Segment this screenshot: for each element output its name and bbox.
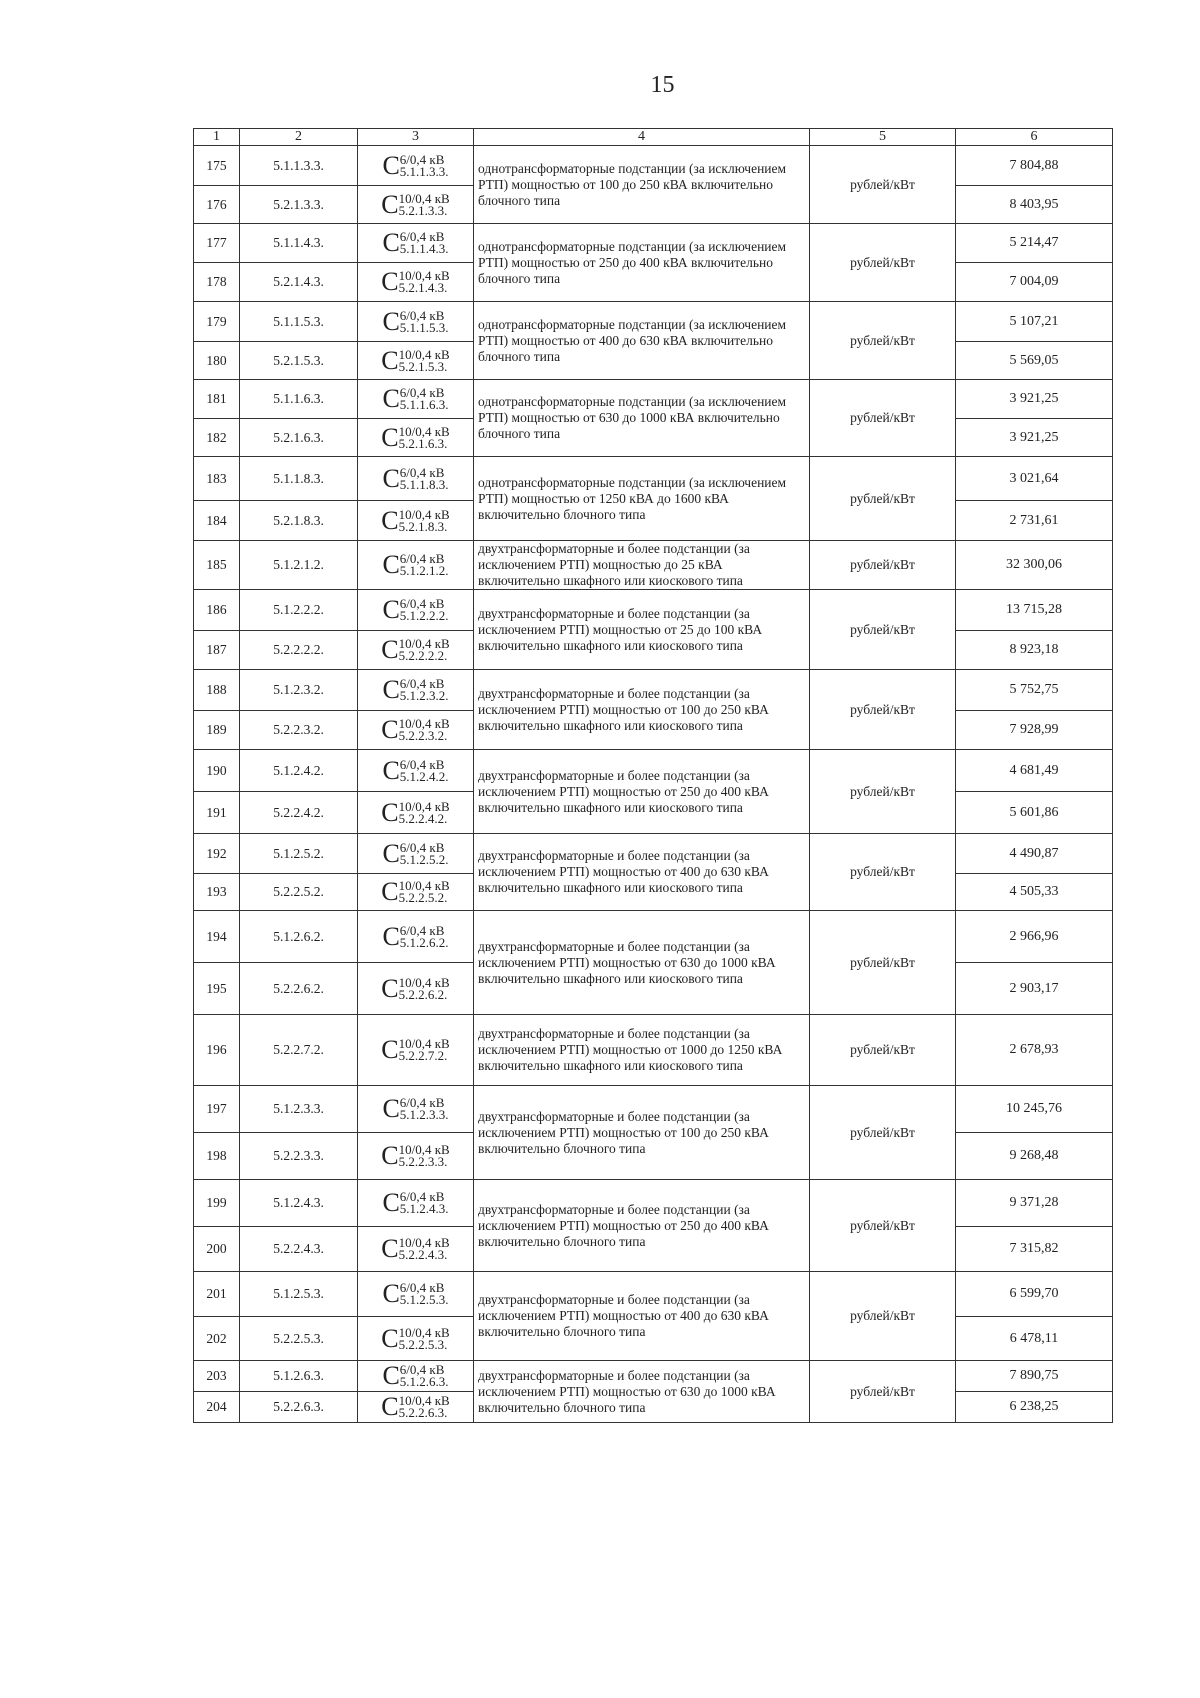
rate-symbol-letter: C bbox=[382, 150, 400, 180]
rate-symbol-formula bbox=[381, 635, 449, 665]
code-subscript: 5.2.1.4.3. bbox=[398, 280, 448, 295]
item-code: 5.1.1.6.3. bbox=[240, 380, 358, 419]
rate-symbol-formula bbox=[382, 839, 448, 869]
rate-symbol-letter: C bbox=[381, 422, 399, 452]
rate-symbol-formula bbox=[381, 423, 449, 453]
page-number: 15 bbox=[650, 72, 675, 98]
item-code: 5.2.2.4.3. bbox=[240, 1227, 358, 1272]
substation-description: однотрансформаторные подстанции (за исключением РТП) мощностью от 1250 кВА до 1600 кВА включительно блочного типа bbox=[474, 457, 810, 541]
code-subscript: 5.1.1.8.3. bbox=[399, 476, 449, 492]
unit: рублей/кВт bbox=[810, 1086, 956, 1180]
table-row bbox=[194, 224, 1113, 263]
header-col-6: 6 bbox=[956, 129, 1113, 146]
table-row bbox=[194, 1361, 1113, 1392]
tariff-table bbox=[193, 128, 1113, 1423]
row-number: 175 bbox=[194, 146, 240, 186]
item-code: 5.1.1.8.3. bbox=[240, 457, 358, 501]
rate-symbol-formula bbox=[382, 922, 448, 952]
code-subscript: 5.1.2.4.3. bbox=[399, 1201, 449, 1216]
voltage-superscript: 10/0,4 кВ bbox=[398, 423, 450, 439]
rate-symbol-letter: C bbox=[381, 1141, 399, 1170]
rate-symbol-letter: C bbox=[381, 1323, 399, 1353]
row-number: 183 bbox=[194, 457, 240, 501]
unit: рублей/кВт bbox=[810, 302, 956, 380]
rate-symbol bbox=[358, 750, 474, 792]
item-code: 5.2.2.7.2. bbox=[240, 1015, 358, 1086]
unit: рублей/кВт bbox=[810, 224, 956, 302]
price: 8 403,95 bbox=[956, 186, 1113, 224]
unit: рублей/кВт bbox=[810, 380, 956, 457]
rate-symbol-letter: C bbox=[382, 675, 400, 704]
voltage-superscript: 6/0,4 кВ bbox=[399, 839, 445, 855]
voltage-superscript: 10/0,4 кВ bbox=[398, 636, 450, 651]
voltage-superscript: 6/0,4 кВ bbox=[399, 464, 445, 480]
row-number: 200 bbox=[194, 1227, 240, 1272]
voltage-superscript: 6/0,4 кВ bbox=[399, 229, 445, 244]
row-number: 190 bbox=[194, 750, 240, 792]
rate-symbol-formula bbox=[382, 307, 448, 337]
rate-symbol bbox=[358, 1227, 474, 1272]
voltage-superscript: 10/0,4 кВ bbox=[398, 1324, 450, 1340]
rate-symbol bbox=[358, 263, 474, 302]
voltage-superscript: 6/0,4 кВ bbox=[399, 676, 445, 691]
voltage-superscript: 10/0,4 кВ bbox=[398, 798, 450, 814]
rate-symbol bbox=[358, 419, 474, 457]
code-subscript: 5.1.2.3.2. bbox=[399, 688, 449, 703]
row-number: 182 bbox=[194, 419, 240, 457]
row-number: 195 bbox=[194, 963, 240, 1015]
rate-symbol-formula bbox=[382, 1361, 448, 1391]
rate-symbol-formula bbox=[382, 151, 448, 181]
row-number: 204 bbox=[194, 1392, 240, 1423]
code-subscript: 5.1.2.1.2. bbox=[399, 563, 449, 578]
rate-symbol-formula bbox=[381, 1324, 449, 1354]
row-number: 185 bbox=[194, 541, 240, 590]
voltage-superscript: 6/0,4 кВ bbox=[399, 756, 445, 772]
rate-symbol bbox=[358, 670, 474, 711]
voltage-superscript: 10/0,4 кВ bbox=[398, 268, 450, 283]
rate-symbol bbox=[358, 380, 474, 419]
substation-description: двухтрансформаторные и более подстанции (за исключением РТП) мощностью от 400 до 630 кВА включительно шкафного или киоскового типа bbox=[474, 834, 810, 911]
rate-symbol-formula bbox=[381, 798, 449, 828]
code-subscript: 5.1.2.6.3. bbox=[399, 1374, 449, 1389]
voltage-superscript: 6/0,4 кВ bbox=[399, 596, 445, 611]
code-subscript: 5.1.2.3.3. bbox=[399, 1107, 449, 1122]
rate-symbol-letter: C bbox=[381, 505, 399, 535]
item-code: 5.2.2.3.3. bbox=[240, 1133, 358, 1180]
voltage-superscript: 10/0,4 кВ bbox=[398, 346, 450, 362]
substation-description: двухтрансформаторные и более подстанции (за исключением РТП) мощностью от 25 до 100 кВА включительно шкафного или киоскового типа bbox=[474, 590, 810, 670]
unit: рублей/кВт bbox=[810, 1180, 956, 1272]
substation-description: двухтрансформаторные и более подстанции (за исключением РТП) мощностью от 250 до 400 кВА включительно блочного типа bbox=[474, 1180, 810, 1272]
price: 4 505,33 bbox=[956, 874, 1113, 911]
table-row bbox=[194, 541, 1113, 590]
item-code: 5.2.1.5.3. bbox=[240, 342, 358, 380]
price: 6 478,11 bbox=[956, 1317, 1113, 1361]
rate-symbol-formula bbox=[381, 267, 449, 297]
code-subscript: 5.1.1.6.3. bbox=[399, 397, 449, 412]
voltage-superscript: 10/0,4 кВ bbox=[398, 878, 450, 893]
row-number: 180 bbox=[194, 342, 240, 380]
substation-description: однотрансформаторные подстанции (за исключением РТП) мощностью от 100 до 250 кВА включительно блочного типа bbox=[474, 146, 810, 224]
rate-symbol-letter: C bbox=[382, 595, 400, 624]
substation-description: двухтрансформаторные и более подстанции (за исключением РТП) мощностью от 400 до 630 кВА включительно блочного типа bbox=[474, 1272, 810, 1361]
price: 7 890,75 bbox=[956, 1361, 1113, 1392]
table-row bbox=[194, 590, 1113, 631]
price: 5 214,47 bbox=[956, 224, 1113, 263]
row-number: 203 bbox=[194, 1361, 240, 1392]
rate-symbol-letter: C bbox=[381, 1035, 399, 1064]
item-code: 5.2.2.6.3. bbox=[240, 1392, 358, 1423]
header-row bbox=[194, 129, 1113, 146]
rate-symbol-formula bbox=[382, 595, 448, 625]
price: 10 245,76 bbox=[956, 1086, 1113, 1133]
code-subscript: 5.2.2.5.2. bbox=[398, 890, 448, 905]
item-code: 5.1.1.4.3. bbox=[240, 224, 358, 263]
item-code: 5.1.2.4.3. bbox=[240, 1180, 358, 1227]
row-number: 176 bbox=[194, 186, 240, 224]
price: 6 238,25 bbox=[956, 1392, 1113, 1423]
rate-symbol-formula bbox=[381, 715, 449, 745]
table-row bbox=[194, 1015, 1113, 1086]
rate-symbol bbox=[358, 342, 474, 380]
rate-symbol bbox=[358, 224, 474, 263]
price: 9 371,28 bbox=[956, 1180, 1113, 1227]
rate-symbol bbox=[358, 792, 474, 834]
rate-symbol bbox=[358, 590, 474, 631]
item-code: 5.2.1.8.3. bbox=[240, 501, 358, 541]
row-number: 198 bbox=[194, 1133, 240, 1180]
substation-description: однотрансформаторные подстанции (за исключением РТП) мощностью от 400 до 630 кВА включительно блочного типа bbox=[474, 302, 810, 380]
code-subscript: 5.2.2.4.2. bbox=[398, 810, 448, 826]
rate-symbol-letter: C bbox=[381, 1392, 399, 1421]
rate-symbol-letter: C bbox=[382, 838, 400, 868]
substation-description: однотрансформаторные подстанции (за исключением РТП) мощностью от 250 до 400 кВА включительно блочного типа bbox=[474, 224, 810, 302]
rate-symbol-letter: C bbox=[382, 921, 400, 951]
rate-symbol-formula bbox=[382, 464, 448, 494]
rate-symbol bbox=[358, 302, 474, 342]
code-subscript: 5.1.2.5.3. bbox=[399, 1292, 449, 1307]
item-code: 5.1.2.1.2. bbox=[240, 541, 358, 590]
rate-symbol-letter: C bbox=[381, 715, 399, 744]
rate-symbol-letter: C bbox=[382, 306, 400, 336]
code-subscript: 5.1.1.3.3. bbox=[399, 163, 449, 179]
row-number: 193 bbox=[194, 874, 240, 911]
price: 3 921,25 bbox=[956, 380, 1113, 419]
voltage-superscript: 6/0,4 кВ bbox=[399, 385, 445, 400]
rate-symbol-letter: C bbox=[381, 1234, 399, 1263]
rate-symbol bbox=[358, 541, 474, 590]
rate-symbol-letter: C bbox=[381, 877, 399, 906]
price: 2 678,93 bbox=[956, 1015, 1113, 1086]
rate-symbol-formula bbox=[381, 506, 449, 536]
item-code: 5.2.2.4.2. bbox=[240, 792, 358, 834]
item-code: 5.1.2.2.2. bbox=[240, 590, 358, 631]
substation-description: двухтрансформаторные и более подстанции (за исключением РТП) мощностью до 25 кВА включительно шкафного или киоскового типа bbox=[474, 541, 810, 590]
price: 8 923,18 bbox=[956, 631, 1113, 670]
code-subscript: 5.2.2.6.2. bbox=[398, 986, 448, 1002]
rate-symbol-letter: C bbox=[382, 1279, 400, 1308]
rate-symbol bbox=[358, 963, 474, 1015]
rate-symbol bbox=[358, 1361, 474, 1392]
price: 7 315,82 bbox=[956, 1227, 1113, 1272]
item-code: 5.2.1.6.3. bbox=[240, 419, 358, 457]
rate-symbol bbox=[358, 874, 474, 911]
rate-symbol-formula bbox=[382, 1094, 448, 1124]
code-subscript: 5.2.1.5.3. bbox=[398, 358, 448, 374]
rate-symbol-letter: C bbox=[382, 463, 400, 493]
item-code: 5.1.2.6.3. bbox=[240, 1361, 358, 1392]
rate-symbol-letter: C bbox=[382, 228, 400, 257]
voltage-superscript: 10/0,4 кВ bbox=[398, 974, 450, 990]
rate-symbol-formula bbox=[382, 384, 448, 414]
item-code: 5.1.2.5.3. bbox=[240, 1272, 358, 1317]
table-row bbox=[194, 1086, 1113, 1133]
row-number: 199 bbox=[194, 1180, 240, 1227]
item-code: 5.2.1.4.3. bbox=[240, 263, 358, 302]
item-code: 5.1.2.4.2. bbox=[240, 750, 358, 792]
rate-symbol bbox=[358, 501, 474, 541]
price: 3 921,25 bbox=[956, 419, 1113, 457]
rate-symbol bbox=[358, 1133, 474, 1180]
price: 4 681,49 bbox=[956, 750, 1113, 792]
price: 7 004,09 bbox=[956, 263, 1113, 302]
price: 5 601,86 bbox=[956, 792, 1113, 834]
voltage-superscript: 10/0,4 кВ bbox=[398, 506, 450, 522]
header-col-1: 1 bbox=[194, 129, 240, 146]
item-code: 5.1.2.3.2. bbox=[240, 670, 358, 711]
header-col-5: 5 bbox=[810, 129, 956, 146]
code-subscript: 5.1.2.6.2. bbox=[399, 934, 449, 950]
item-code: 5.2.1.3.3. bbox=[240, 186, 358, 224]
table-row bbox=[194, 457, 1113, 501]
rate-symbol-formula bbox=[381, 974, 449, 1004]
rate-symbol-letter: C bbox=[381, 635, 399, 664]
voltage-superscript: 6/0,4 кВ bbox=[399, 307, 445, 323]
rate-symbol bbox=[358, 186, 474, 224]
rate-symbol bbox=[358, 1272, 474, 1317]
row-number: 202 bbox=[194, 1317, 240, 1361]
rate-symbol bbox=[358, 1086, 474, 1133]
substation-description: двухтрансформаторные и более подстанции (за исключением РТП) мощностью от 100 до 250 кВА включительно блочного типа bbox=[474, 1086, 810, 1180]
code-subscript: 5.2.2.2.2. bbox=[398, 648, 448, 663]
row-number: 189 bbox=[194, 711, 240, 750]
row-number: 188 bbox=[194, 670, 240, 711]
rate-symbol-formula bbox=[382, 675, 448, 705]
rate-symbol-formula bbox=[382, 756, 448, 786]
table-row bbox=[194, 1180, 1113, 1227]
substation-description: двухтрансформаторные и более подстанции (за исключением РТП) мощностью от 1000 до 1250 кВА включительно шкафного или киоскового типа bbox=[474, 1015, 810, 1086]
rate-symbol-letter: C bbox=[382, 1094, 400, 1123]
unit: рублей/кВт bbox=[810, 1361, 956, 1423]
unit: рублей/кВт bbox=[810, 834, 956, 911]
voltage-superscript: 6/0,4 кВ bbox=[399, 1362, 445, 1377]
price: 2 731,61 bbox=[956, 501, 1113, 541]
code-subscript: 5.2.2.4.3. bbox=[398, 1247, 448, 1262]
unit: рублей/кВт bbox=[810, 750, 956, 834]
rate-symbol-letter: C bbox=[382, 384, 400, 413]
rate-symbol bbox=[358, 1392, 474, 1423]
code-subscript: 5.2.1.3.3. bbox=[398, 202, 448, 218]
table-row bbox=[194, 1272, 1113, 1317]
item-code: 5.2.2.5.3. bbox=[240, 1317, 358, 1361]
substation-description: двухтрансформаторные и более подстанции (за исключением РТП) мощностью от 630 до 1000 кВА включительно блочного типа bbox=[474, 1361, 810, 1423]
item-code: 5.1.2.5.2. bbox=[240, 834, 358, 874]
rate-symbol bbox=[358, 834, 474, 874]
header-col-3: 3 bbox=[358, 129, 474, 146]
unit: рублей/кВт bbox=[810, 911, 956, 1015]
code-subscript: 5.1.1.5.3. bbox=[399, 319, 449, 335]
table-row bbox=[194, 750, 1113, 792]
unit: рублей/кВт bbox=[810, 541, 956, 590]
table-row bbox=[194, 834, 1113, 874]
code-subscript: 5.1.2.2.2. bbox=[399, 608, 449, 623]
row-number: 177 bbox=[194, 224, 240, 263]
item-code: 5.2.2.6.2. bbox=[240, 963, 358, 1015]
code-subscript: 5.2.1.6.3. bbox=[398, 435, 448, 451]
rate-symbol bbox=[358, 1015, 474, 1086]
table-row bbox=[194, 302, 1113, 342]
row-number: 187 bbox=[194, 631, 240, 670]
price: 32 300,06 bbox=[956, 541, 1113, 590]
unit: рублей/кВт bbox=[810, 1272, 956, 1361]
header-col-2: 2 bbox=[240, 129, 358, 146]
price: 9 268,48 bbox=[956, 1133, 1113, 1180]
rate-symbol bbox=[358, 1180, 474, 1227]
code-subscript: 5.1.1.4.3. bbox=[399, 241, 449, 256]
rate-symbol-letter: C bbox=[381, 345, 399, 375]
row-number: 201 bbox=[194, 1272, 240, 1317]
substation-description: двухтрансформаторные и более подстанции (за исключением РТП) мощностью от 630 до 1000 кВА включительно шкафного или киоскового типа bbox=[474, 911, 810, 1015]
rate-symbol-formula bbox=[381, 346, 449, 376]
code-subscript: 5.2.2.5.3. bbox=[398, 1336, 448, 1352]
row-number: 181 bbox=[194, 380, 240, 419]
voltage-superscript: 6/0,4 кВ bbox=[399, 151, 445, 167]
rate-symbol-formula bbox=[381, 1392, 449, 1422]
row-number: 194 bbox=[194, 911, 240, 963]
unit: рублей/кВт bbox=[810, 146, 956, 224]
voltage-superscript: 6/0,4 кВ bbox=[399, 1280, 445, 1295]
voltage-superscript: 10/0,4 кВ bbox=[398, 1142, 450, 1157]
row-number: 179 bbox=[194, 302, 240, 342]
item-code: 5.1.2.6.2. bbox=[240, 911, 358, 963]
voltage-superscript: 6/0,4 кВ bbox=[399, 1189, 445, 1204]
code-subscript: 5.2.2.6.3. bbox=[398, 1405, 448, 1420]
rate-symbol bbox=[358, 146, 474, 186]
price: 7 804,88 bbox=[956, 146, 1113, 186]
price: 5 752,75 bbox=[956, 670, 1113, 711]
rate-symbol-letter: C bbox=[382, 1361, 400, 1390]
price: 4 490,87 bbox=[956, 834, 1113, 874]
row-number: 184 bbox=[194, 501, 240, 541]
rate-symbol-formula bbox=[382, 228, 448, 258]
substation-description: двухтрансформаторные и более подстанции (за исключением РТП) мощностью от 250 до 400 кВА включительно шкафного или киоскового типа bbox=[474, 750, 810, 834]
row-number: 192 bbox=[194, 834, 240, 874]
rate-symbol bbox=[358, 711, 474, 750]
price: 2 903,17 bbox=[956, 963, 1113, 1015]
voltage-superscript: 6/0,4 кВ bbox=[399, 922, 445, 938]
voltage-superscript: 10/0,4 кВ bbox=[398, 190, 450, 206]
table-row bbox=[194, 146, 1113, 186]
item-code: 5.1.1.3.3. bbox=[240, 146, 358, 186]
item-code: 5.1.2.3.3. bbox=[240, 1086, 358, 1133]
rate-symbol-formula bbox=[381, 1234, 449, 1264]
rate-symbol bbox=[358, 1317, 474, 1361]
price: 3 021,64 bbox=[956, 457, 1113, 501]
unit: рублей/кВт bbox=[810, 590, 956, 670]
price: 5 107,21 bbox=[956, 302, 1113, 342]
rate-symbol-letter: C bbox=[381, 189, 399, 219]
table-row bbox=[194, 380, 1113, 419]
rate-symbol-letter: C bbox=[381, 973, 399, 1003]
unit: рублей/кВт bbox=[810, 670, 956, 750]
rate-symbol-formula bbox=[381, 877, 449, 907]
row-number: 191 bbox=[194, 792, 240, 834]
code-subscript: 5.1.2.4.2. bbox=[399, 768, 449, 784]
rate-symbol-letter: C bbox=[382, 755, 400, 785]
item-code: 5.2.2.3.2. bbox=[240, 711, 358, 750]
code-subscript: 5.1.2.5.2. bbox=[399, 851, 449, 867]
row-number: 197 bbox=[194, 1086, 240, 1133]
rate-symbol-formula bbox=[381, 1141, 449, 1171]
voltage-superscript: 6/0,4 кВ bbox=[399, 551, 445, 566]
item-code: 5.2.2.2.2. bbox=[240, 631, 358, 670]
price: 7 928,99 bbox=[956, 711, 1113, 750]
unit: рублей/кВт bbox=[810, 1015, 956, 1086]
rate-symbol bbox=[358, 631, 474, 670]
table-row bbox=[194, 911, 1113, 963]
code-subscript: 5.2.2.3.3. bbox=[398, 1154, 448, 1169]
price: 6 599,70 bbox=[956, 1272, 1113, 1317]
rate-symbol bbox=[358, 911, 474, 963]
unit: рублей/кВт bbox=[810, 457, 956, 541]
price: 2 966,96 bbox=[956, 911, 1113, 963]
row-number: 196 bbox=[194, 1015, 240, 1086]
rate-symbol-letter: C bbox=[382, 1188, 400, 1217]
voltage-superscript: 10/0,4 кВ bbox=[398, 1235, 450, 1250]
substation-description: однотрансформаторные подстанции (за исключением РТП) мощностью от 630 до 1000 кВА включительно блочного типа bbox=[474, 380, 810, 457]
substation-description: двухтрансформаторные и более подстанции (за исключением РТП) мощностью от 100 до 250 кВА включительно шкафного или киоскового типа bbox=[474, 670, 810, 750]
rate-symbol-formula bbox=[382, 1188, 448, 1218]
row-number: 186 bbox=[194, 590, 240, 631]
table-body bbox=[194, 146, 1113, 1423]
voltage-superscript: 10/0,4 кВ bbox=[398, 716, 450, 731]
price: 13 715,28 bbox=[956, 590, 1113, 631]
row-number: 178 bbox=[194, 263, 240, 302]
table-row bbox=[194, 670, 1113, 711]
rate-symbol-formula bbox=[381, 190, 449, 220]
rate-symbol-letter: C bbox=[382, 550, 400, 579]
code-subscript: 5.2.1.8.3. bbox=[398, 518, 448, 534]
rate-symbol-letter: C bbox=[381, 797, 399, 827]
rate-symbol-formula bbox=[382, 1279, 448, 1309]
rate-symbol-formula bbox=[381, 1035, 449, 1065]
rate-symbol-letter: C bbox=[381, 267, 399, 296]
code-subscript: 5.2.2.3.2. bbox=[398, 728, 448, 743]
rate-symbol-formula bbox=[382, 550, 448, 580]
voltage-superscript: 10/0,4 кВ bbox=[398, 1036, 450, 1051]
price: 5 569,05 bbox=[956, 342, 1113, 380]
item-code: 5.2.2.5.2. bbox=[240, 874, 358, 911]
code-subscript: 5.2.2.7.2. bbox=[398, 1048, 448, 1063]
item-code: 5.1.1.5.3. bbox=[240, 302, 358, 342]
voltage-superscript: 6/0,4 кВ bbox=[399, 1095, 445, 1110]
rate-symbol bbox=[358, 457, 474, 501]
voltage-superscript: 10/0,4 кВ bbox=[398, 1393, 450, 1408]
header-col-4: 4 bbox=[474, 129, 810, 146]
